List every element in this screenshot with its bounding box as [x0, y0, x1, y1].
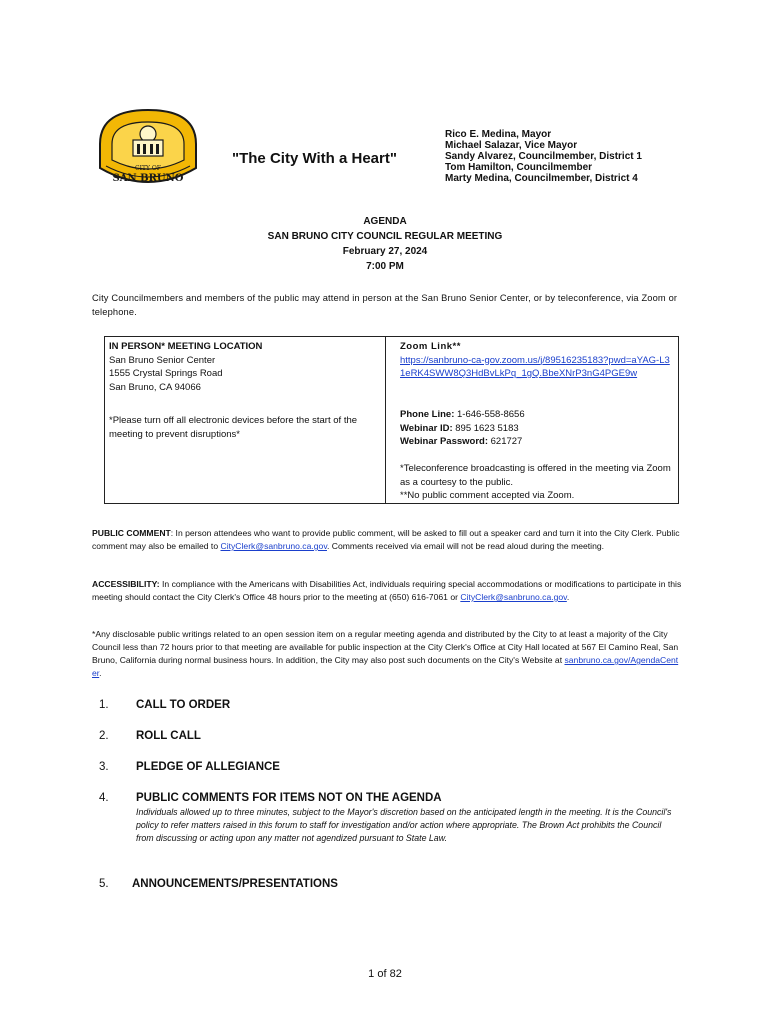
- no-zoom-comment: **No public comment accepted via Zoom.: [400, 490, 575, 501]
- meeting-time: 7:00 PM: [366, 261, 404, 272]
- council-member: Marty Medina, Councilmember, District 4: [445, 173, 638, 184]
- zoom-info: [400, 340, 672, 381]
- accessibility-text: In compliance with the Americans with Disabilities Act, individuals requiring special accommodations or modifications to participate in this meeting should contact the City Clerk's Office 48 hours prior to the meeting at (650) 616-7061 or: [92, 579, 682, 602]
- council-member: Tom Hamilton, Councilmember: [445, 162, 593, 173]
- zoom-link[interactable]: https://sanbruno-ca-gov.zoom.us/j/89516235183?pwd=aYAG-L31eRK4SWW8Q3HdBvLkPq_1gQ.BbeXNrP3nG4PGE9w: [400, 354, 670, 379]
- agenda-item-title: ANNOUNCEMENTS/PRESENTATIONS: [132, 878, 338, 890]
- item-number: 3.: [99, 761, 109, 773]
- location-name: San Bruno Senior Center: [109, 354, 216, 366]
- accessibility-email-link[interactable]: CityClerk@sanbruno.ca.gov: [460, 592, 567, 602]
- agenda-center-link[interactable]: sanbruno.ca.gov/AgendaCenter: [92, 655, 679, 678]
- city-slogan: "The City With a Heart": [232, 150, 397, 167]
- location-title: IN PERSON* MEETING LOCATION: [109, 341, 263, 352]
- item-number: 1.: [99, 699, 109, 711]
- accessibility-paragraph: [92, 578, 682, 604]
- public-comment-text: : In person attendees who want to provide public comment, will be asked to fill out a speaker card and turn it into the City Clerk. Public comment may also be emailed to: [92, 528, 680, 551]
- zoom-title: Zoom Link**: [400, 341, 461, 352]
- agenda-heading: [0, 214, 770, 274]
- agenda-item-title: ROLL CALL: [136, 730, 201, 742]
- writings-end: .: [99, 668, 102, 678]
- agenda-item-title: PUBLIC COMMENTS FOR ITEMS NOT ON THE AGENDA: [136, 792, 442, 804]
- attendance-intro: City Councilmembers and members of the public may attend in person at the San Bruno Senior Center, or by teleconference, via Zoom or telephone.: [92, 293, 678, 317]
- device-note: *Please turn off all electronic devices before the start of the meeting to prevent disruptions*: [109, 415, 358, 440]
- location-street: 1555 Crystal Springs Road: [109, 368, 223, 379]
- item-number: 2.: [99, 730, 109, 742]
- webinar-password: 621727: [490, 436, 523, 447]
- webinar-id: 895 1623 5183: [455, 422, 519, 434]
- teleconference-courtesy: *Teleconference broadcasting is offered in the meeting via Zoom as a courtesy to the public.: [400, 463, 671, 488]
- public-comment-label: PUBLIC COMMENT: [92, 528, 171, 538]
- box-divider: [385, 336, 386, 504]
- council-member-list: [445, 129, 642, 184]
- public-comment-paragraph: [92, 527, 682, 553]
- public-comments-note: Individuals allowed up to three minutes, subject to the Mayor's discretion based on the anticipated length in the meeting. It is the Council's policy to refer matters raised in this forum to staff for investigation and/or action where appropriate. The Brown Act prohibits the Council from discussing or acting upon any matter not agendized pursuant to State Law.: [136, 807, 672, 843]
- agenda-item-title: PLEDGE OF ALLEGIANCE: [136, 761, 280, 773]
- writings-text: *Any disclosable public writings related to an open session item on a regular meeting agenda and distributed by the City to at least a majority of the City Council less than 72 hours prior to that meeting are available for public inspection at the City Clerk's Office at City Hall located at 567 El Camino Real, San Bruno, California during normal business hours. In addition, the City may also post such documents on the City's Website at: [92, 629, 679, 665]
- council-member: Sandy Alvarez, Councilmember, District 1: [445, 151, 642, 162]
- clerk-email-link[interactable]: CityClerk@sanbruno.ca.gov: [220, 541, 327, 551]
- location-city: San Bruno, CA 94066: [109, 381, 201, 393]
- phone-label: Phone Line:: [400, 409, 455, 420]
- page-number: 1 of 82: [368, 968, 402, 980]
- meeting-name: SAN BRUNO CITY COUNCIL REGULAR MEETING: [267, 231, 503, 242]
- accessibility-label: ACCESSIBILITY:: [92, 579, 160, 589]
- council-member: Rico E. Medina, Mayor: [445, 129, 552, 140]
- agenda-item-title: CALL TO ORDER: [136, 699, 231, 711]
- phone-info: [400, 408, 525, 449]
- meeting-date: February 27, 2024: [342, 246, 428, 257]
- webinar-password-label: Webinar Password:: [400, 436, 488, 447]
- in-person-location: [109, 340, 262, 394]
- accessibility-end: .: [566, 592, 570, 602]
- agenda-title: AGENDA: [363, 216, 407, 227]
- webinar-id-label: Webinar ID:: [400, 422, 453, 434]
- public-comment-text-end: . Comments received via email will not be read aloud during the meeting.: [326, 541, 605, 551]
- city-seal-logo: [92, 104, 204, 190]
- item-number: 4.: [99, 792, 109, 804]
- teleconference-note: [400, 462, 674, 503]
- phone-number: 1-646-558-8656: [457, 409, 525, 420]
- public-writings-paragraph: [92, 628, 682, 680]
- logo-line1: CITY OF: [135, 165, 161, 172]
- council-member: Michael Salazar, Vice Mayor: [445, 140, 578, 151]
- logo-line2: SAN BRUNO: [112, 173, 184, 184]
- item-number: 5.: [99, 878, 109, 890]
